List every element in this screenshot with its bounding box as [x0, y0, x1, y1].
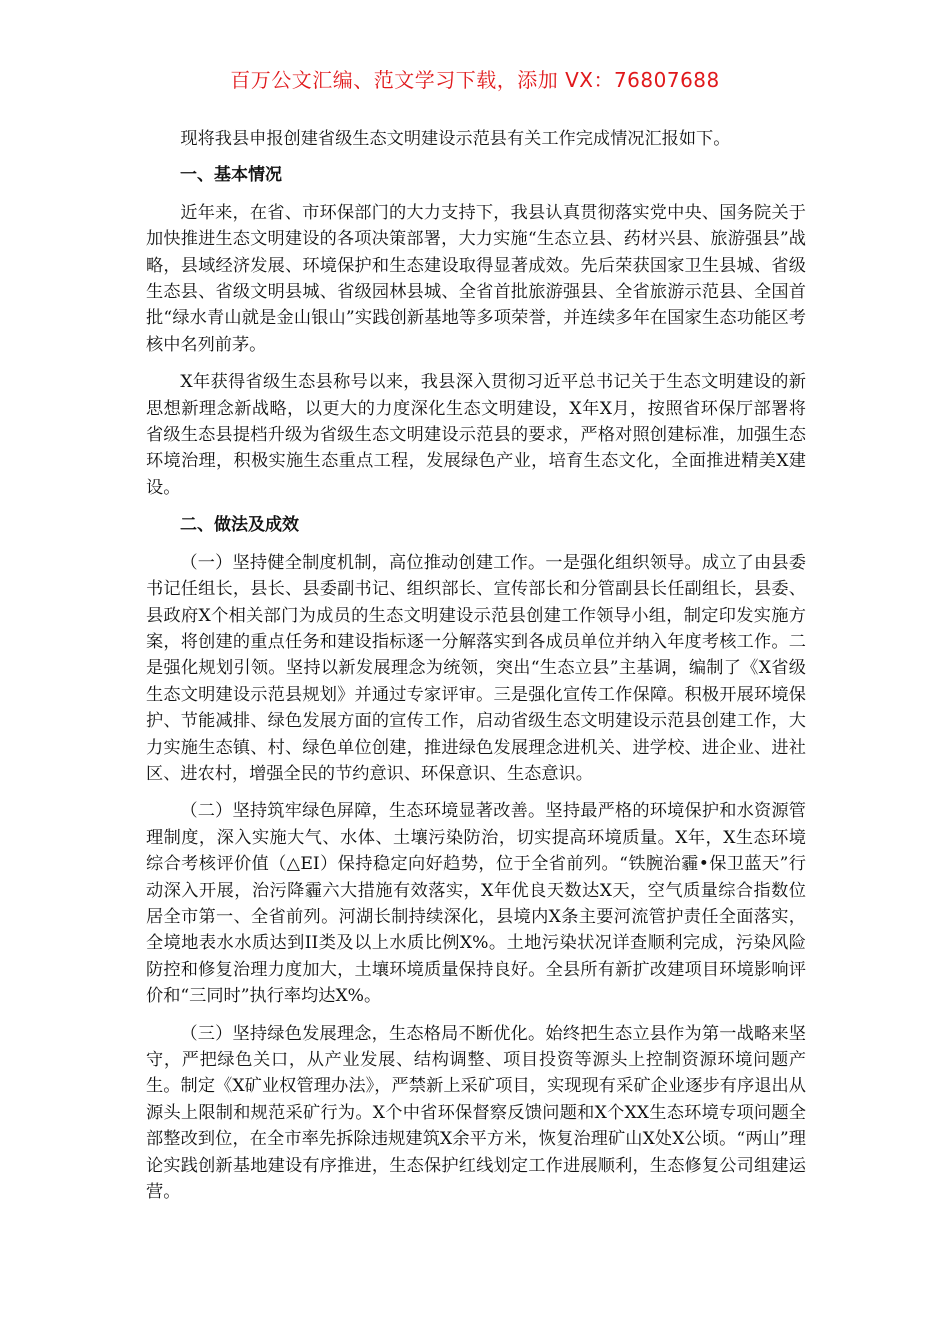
section-heading-practices: 二、做法及成效 [180, 515, 299, 536]
paragraph: 近年来，在省、市环保部门的大力支持下，我县认真贯彻落实党中央、国务院关于加快推进生态文明建设的各项决策部署，大力实施“生态立县、药材兴县、旅游强县”战略，县域经济发展、环境保护和生态建设取得显著成效。先后荣获国家卫生县城、省级生态县、省级文明县城、省级园林县城、全省首批旅游强县、全省旅游示范县、全国首批“绿水青山就是金山银山”实践创新基地等多项荣誉，并连续多年在国家生态功能区考核中名列前茅。 [146, 202, 806, 355]
paragraph: X年获得省级生态县称号以来，我县深入贯彻习近平总书记关于生态文明建设的新思想新理念新战略，以更大的力度深化生态文明建设，X年X月，按照省环保厅部署将省级生态县提档升级为省级生态文明建设示范县的要求，严格对照创建标准，加强生态环境治理，积极实施生态重点工程，发展绿色产业，培育生态文化，全面推进精美X建设。 [146, 372, 806, 498]
intro-paragraph: 现将我县申报创建省级生态文明建设示范县有关工作完成情况汇报如下。 [180, 129, 731, 149]
paragraph: （三）坚持绿色发展理念，生态格局不断优化。始终把生态立县作为第一战略来坚守，严把绿色关口，从产业发展、结构调整、项目投资等源头上控制资源环境问题产生。制定《X矿业权管理办法》，严禁新上采矿项目，实现现有采矿企业逐步有序退出从源头上限制和规范采矿行为。X个中省环保督察反馈问题和X个XX生态环境专项问题全部整改到位，在全市率先拆除违规建筑X余平方米，恢复治理矿山X处X公顷。“两山”理论实践创新基地建设有序推进，生态保护红线划定工作进展顺利，生态修复公司组建运营。 [146, 1023, 806, 1203]
section-heading-basic: 一、基本情况 [180, 165, 282, 186]
watermark-banner: 百万公文汇编、范文学习下载，添加 VX：76807688 [230, 68, 720, 92]
paragraph: （一）坚持健全制度机制，高位推动创建工作。一是强化组织领导。成立了由县委书记任组长，县长、县委副书记、组织部长、宣传部长和分管副县长任副组长，县委、县政府X个相关部门为成员的生态文明建设示范县创建工作领导小组，制定印发实施方案，将创建的重点任务和建设指标逐一分解落实到各成员单位并纳入年度考核工作。二是强化规划引领。坚持以新发展理念为统领，突出“生态立县”主基调，编制了《X省级生态文明建设示范县规划》并通过专家评审。三是强化宣传工作保障。积极开展环境保护、节能减排、绿色发展方面的宣传工作，启动省级生态文明建设示范县创建工作，大力实施生态镇、村、绿色单位创建，推进绿色发展理念进机关、进学校、进企业、进社区、进农村，增强全民的节约意识、环保意识、生态意识。 [146, 552, 806, 784]
document-body [146, 126, 806, 1216]
paragraph: （二）坚持筑牢绿色屏障，生态环境显著改善。坚持最严格的环境保护和水资源管理制度，深入实施大气、水体、土壤污染防治，切实提高环境质量。X年，X生态环境综合考核评价值（△EI）保持稳定向好趋势，位于全省前列。“铁腕治霾•保卫蓝天”行动深入开展，治污降霾六大措施有效落实，X年优良天数达X天，空气质量综合指数位居全市第一、全省前列。河湖长制持续深化，县境内X条主要河流管护责任全面落实，全境地表水水质达到II类及以上水质比例X%。土地污染状况详查顺利完成，污染风险防控和修复治理力度加大，土壤环境质量保持良好。全县所有新扩改建项目环境影响评价和“三同时”执行率均达X%。 [146, 801, 806, 1007]
